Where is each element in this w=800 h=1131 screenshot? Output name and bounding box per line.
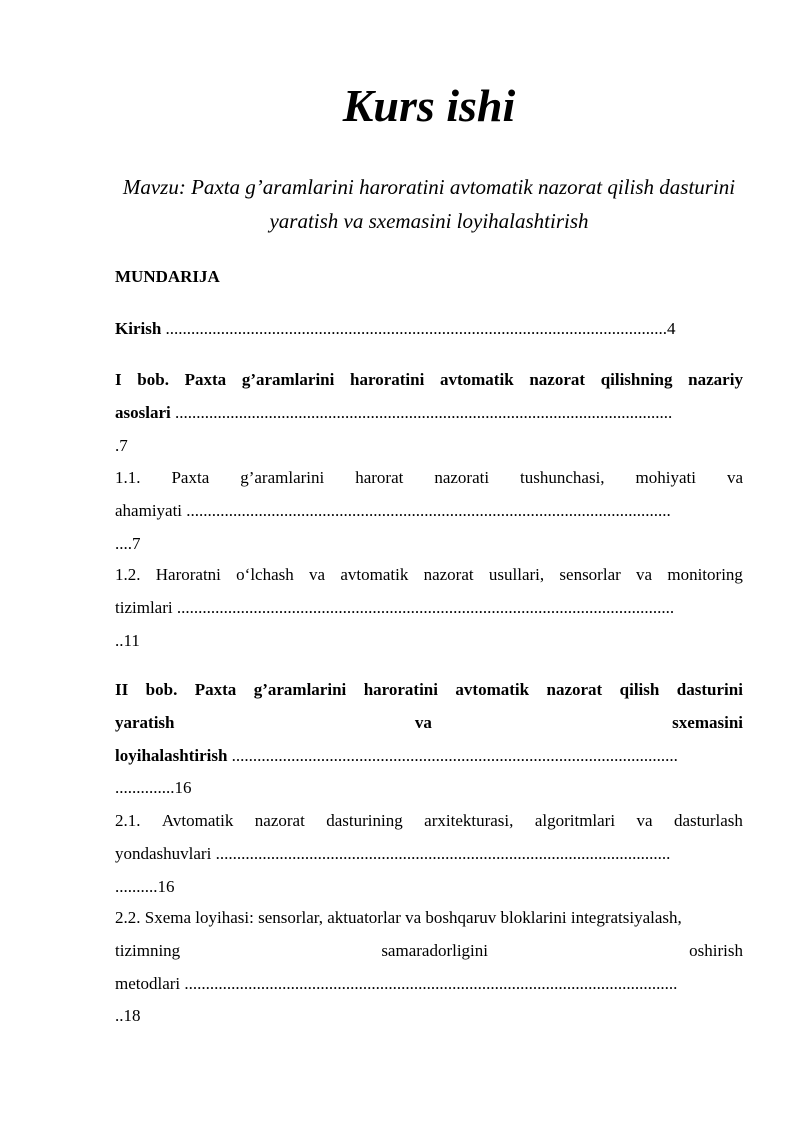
toc-ch1-line2 [115, 397, 743, 430]
toc-s21-page: ..........16 [115, 876, 175, 896]
toc-word: nazorat [423, 565, 474, 584]
toc-word: va [309, 565, 326, 584]
toc-word: bob. [137, 370, 169, 389]
toc-word: samaradorligini [381, 940, 489, 960]
toc-s12-leader: ..................................................................................................................... [172, 597, 675, 617]
toc-word: arxitekturasi, [424, 811, 514, 830]
toc-word: Haroratni [155, 565, 221, 584]
toc-s11-label: ahamiyati [115, 500, 183, 520]
toc-s21-label: yondashuvlari [115, 843, 212, 863]
toc-intro-page: 4 [667, 319, 676, 338]
toc-s22-page: ..18 [115, 1006, 141, 1026]
toc-word: sensorlar [559, 565, 621, 584]
toc-word: Paxta [184, 370, 227, 389]
toc-word: qilish [619, 680, 660, 699]
toc-word: I [115, 370, 122, 389]
toc-word: 1.1. [115, 468, 141, 487]
toc-word: harorat [355, 468, 404, 487]
toc-word: 1.2. [115, 565, 141, 584]
toc-word: nazorati [434, 468, 490, 487]
toc-s11-page: ....7 [115, 533, 141, 553]
toc-entry-chapter-2[interactable] [115, 674, 743, 805]
toc-word: va [414, 712, 432, 732]
toc-word: yaratish [115, 712, 175, 732]
toc-s21-leader: ........................................................................................................... [211, 843, 671, 863]
toc-word: dasturining [326, 811, 403, 830]
toc-s22-label: metodlari [115, 973, 181, 993]
toc-word: tushunchasi, [520, 468, 605, 487]
toc-word: tizimning [115, 940, 181, 960]
toc-s22-line3 [115, 968, 743, 1001]
toc-intro-leader: ...................................................................................................................... [161, 319, 668, 338]
toc-word: sxemasini [672, 712, 743, 732]
toc-word: usullari, [488, 565, 545, 584]
toc-word: avtomatik [455, 680, 530, 699]
toc-ch1-line1 [115, 364, 743, 397]
toc-word: Paxta [171, 468, 210, 487]
toc-word: nazorat [254, 811, 305, 830]
toc-word: qilishning [600, 370, 673, 389]
toc-ch2-line3 [115, 740, 743, 773]
toc-word: nazorat [529, 370, 586, 389]
toc-ch1-page: .7 [115, 435, 128, 455]
document-title: Kurs ishi [342, 80, 516, 131]
toc-ch1-label: asoslari [115, 402, 171, 422]
toc-entry-section-1-2[interactable] [115, 559, 743, 657]
toc-word: monitoring [667, 565, 743, 584]
toc-word: 2.1. [115, 811, 141, 830]
toc-word: nazorat [546, 680, 603, 699]
toc-word: avtomatik [439, 370, 514, 389]
toc-s12-page: ..11 [115, 630, 140, 650]
toc-word: va [636, 565, 653, 584]
toc-word: dasturini [676, 680, 743, 699]
toc-s11-line1 [115, 462, 743, 495]
toc-s11-leader: .................................................................................................................. [182, 500, 671, 520]
toc-word: mohiyati [635, 468, 696, 487]
subject-text [115, 170, 743, 238]
toc-entry-section-2-2[interactable] [115, 902, 743, 1033]
toc-word: g’aramlarini [253, 680, 347, 699]
contents-heading: MUNDARIJA [115, 267, 220, 286]
toc-entry-chapter-1[interactable] [115, 364, 743, 462]
toc-s11-line2 [115, 495, 743, 528]
subject-line-1: Mavzu: Paxta g’aramlarini haroratini avtomatik nazorat qilish dasturini [122, 175, 736, 199]
toc-s12-label: tizimlari [115, 597, 173, 617]
toc-s22-line2 [115, 935, 743, 968]
toc-s21-line2 [115, 838, 743, 871]
toc-word: g’aramlarini [241, 370, 335, 389]
toc-entry-section-1-1[interactable] [115, 462, 743, 560]
toc-s12-line2 [115, 592, 743, 625]
toc-word: II [115, 680, 129, 699]
toc-word: haroratini [350, 370, 425, 389]
toc-ch2-line1 [115, 674, 743, 707]
toc-word: haroratini [363, 680, 438, 699]
toc-word: dasturlash [673, 811, 743, 830]
toc-ch1-leader: ..................................................................................................................... [170, 402, 673, 422]
subject-line-2: yaratish va sxemasini loyihalashtirish [269, 209, 589, 233]
toc-word: o‘lchash [236, 565, 294, 584]
toc-word: Avtomatik [161, 811, 234, 830]
toc-ch2-leader: ......................................................................................................... [227, 745, 678, 765]
toc-word: va [636, 811, 653, 830]
toc-word: va [726, 468, 743, 487]
toc-s21-line1 [115, 805, 743, 838]
toc-word: oshirish [689, 940, 743, 960]
toc-word: avtomatik [340, 565, 409, 584]
toc-entry-intro[interactable] [115, 313, 743, 346]
toc-word: g’aramlarini [240, 468, 325, 487]
toc-entry-section-2-1[interactable] [115, 805, 743, 903]
toc-word: Paxta [194, 680, 237, 699]
toc-word: algoritmlari [534, 811, 616, 830]
toc-s22-leader: .................................................................................................................... [180, 973, 678, 993]
toc-word: nazariy [688, 370, 743, 389]
toc-s22-line1: 2.2. Sxema loyihasi: sensorlar, aktuatorlar va boshqaruv bloklarini integratsiyalash, [115, 908, 682, 927]
toc-word: bob. [145, 680, 178, 699]
toc-intro-label: Kirish [115, 319, 162, 338]
toc-ch2-line2 [115, 707, 743, 740]
toc-ch2-label: loyihalashtirish [115, 745, 228, 765]
toc-ch2-page: ..............16 [115, 778, 192, 798]
toc-s12-line1 [115, 559, 743, 592]
